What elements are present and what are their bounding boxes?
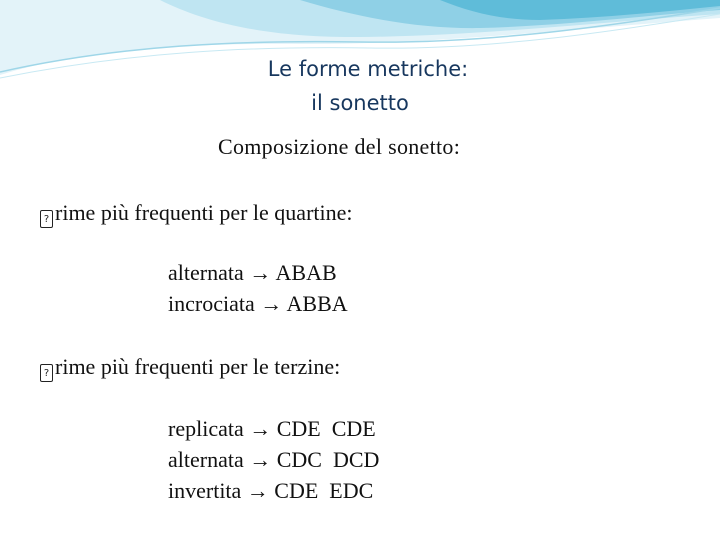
terzine-line: invertita → CDE EDC	[168, 478, 374, 503]
slide-title-line-1: Le forme metriche:	[267, 57, 469, 81]
bullet-terzine	[40, 354, 340, 382]
bullet-terzine-text: rime più frequenti per le terzine:	[55, 354, 341, 379]
bullet-quartine-text: rime più frequenti per le quartine:	[55, 200, 353, 225]
missing-glyph-icon: ?	[40, 364, 53, 382]
quartine-line: alternata → ABAB	[168, 260, 337, 285]
terzine-line: replicata → CDE CDE	[168, 416, 376, 441]
slide-subtitle: Composizione del sonetto:	[218, 134, 461, 159]
missing-glyph-icon: ?	[40, 210, 53, 228]
slide-title-line-2: il sonetto	[311, 91, 409, 115]
bullet-quartine	[40, 200, 353, 228]
quartine-line: incrociata → ABBA	[168, 291, 348, 316]
terzine-line: alternata → CDC DCD	[168, 447, 380, 472]
